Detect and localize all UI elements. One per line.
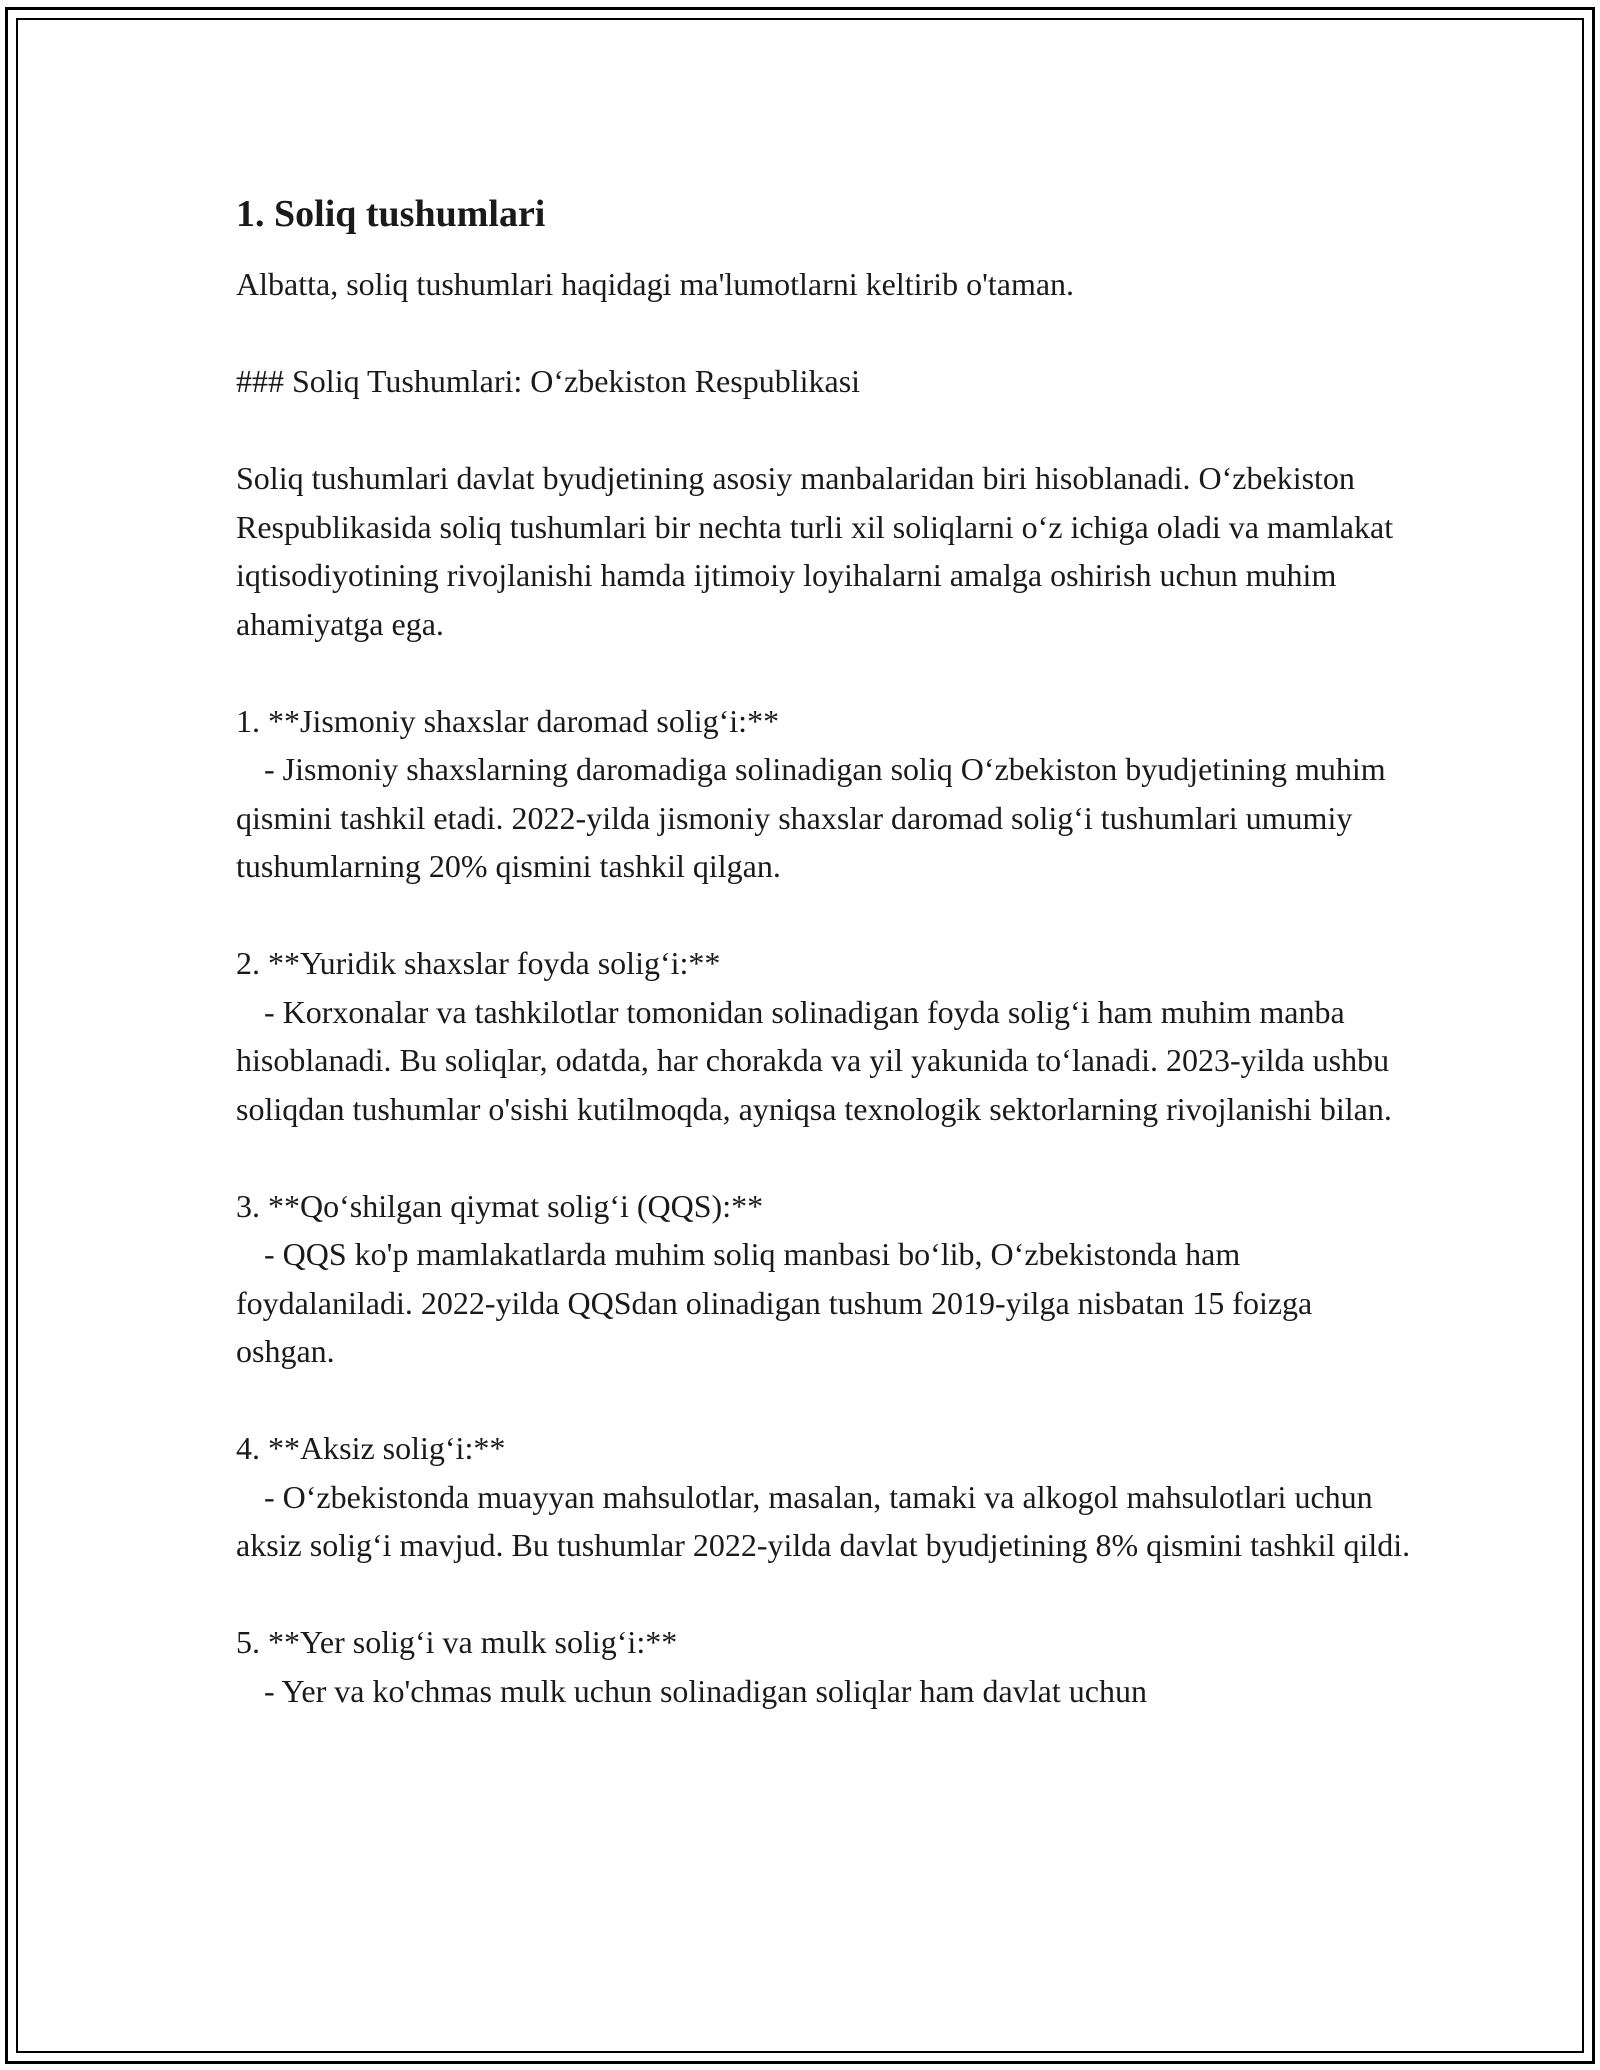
overview-paragraph: Soliq tushumlari davlat byudjetining asosiy manbalaridan biri hisoblanadi. O‘zbekiston Respublikasida soliq tushumlari bir nechta turli xil soliqlarni o‘z ichiga oladi va mamlakat iqtisodiyotining rivojlanishi hamda ijtimoiy loyihalarni amalga oshirish uchun muhim ahamiyatga ega. bbox=[236, 460, 1394, 642]
list-item-heading: 5. **Yer solig‘i va mulk solig‘i:** bbox=[236, 1624, 678, 1660]
intro-paragraph: Albatta, soliq tushumlari haqidagi ma'lumotlarni keltirib o'taman. bbox=[236, 266, 1075, 302]
list-item bbox=[236, 1182, 1416, 1376]
list-item-heading: 4. **Aksiz solig‘i:** bbox=[236, 1430, 506, 1466]
list-item-description: - O‘zbekistonda muayyan mahsulotlar, masalan, tamaki va alkogol mahsulotlari uchun aksiz solig‘i mavjud. Bu tushumlar 2022-yilda davlat byudjetining 8% qismini tashkil qildi. bbox=[236, 1478, 1411, 1563]
list-item-heading: 1. **Jismoniy shaxslar daromad solig‘i:** bbox=[236, 702, 780, 739]
document-page bbox=[236, 188, 1416, 1764]
list-item bbox=[236, 1424, 1416, 1570]
list-item-description: - QQS ko'p mamlakatlarda muhim soliq manbasi bo‘lib, O‘zbekistonda ham foydalaniladi. 2022-yilda QQSdan olinadigan tushum 2019-yilga nisbatan 15 foizga oshgan. bbox=[236, 1236, 1313, 1369]
list-item bbox=[236, 1618, 1416, 1715]
list-item-heading: 2. **Yuridik shaxslar foyda solig‘i:** bbox=[236, 945, 721, 981]
list-item-heading: 3. **Qo‘shilgan qiymat solig‘i (QQS):** bbox=[236, 1187, 764, 1224]
list-item-description: - Korxonalar va tashkilotlar tomonidan solinadigan foyda solig‘i ham muhim manba hisoblanadi. Bu soliqlar, odatda, har chorakda va yil yakunida to‘lanadi. 2023-yilda ushbu soliqdan tushumlar o'sishi kutilmoqda, ayniqsa texnologik sektorlarning rivojlanishi bilan. bbox=[236, 993, 1392, 1127]
list-item-description: - Yer va ko'chmas mulk uchun solinadigan soliqlar ham davlat uchun bbox=[264, 1672, 1147, 1709]
list-item bbox=[236, 697, 1416, 891]
list-item-description: - Jismoniy shaxslarning daromadiga solinadigan soliq O‘zbekiston byudjetining muhim qismini tashkil etadi. 2022-yilda jismoniy shaxslar daromad solig‘i tushumlari umumiy tushumlarning 20% qismini tashkil qilgan. bbox=[236, 751, 1386, 884]
subheading: ### Soliq Tushumlari: O‘zbekiston Respublikasi bbox=[236, 363, 861, 399]
document-title: 1. Soliq tushumlari bbox=[236, 193, 546, 235]
list-item bbox=[236, 939, 1416, 1133]
